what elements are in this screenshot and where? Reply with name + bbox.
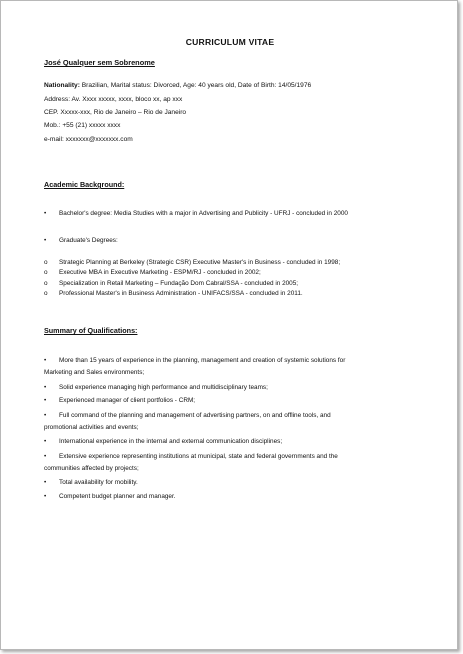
qualification-text-continued: promotional activities and events; (44, 424, 139, 431)
bullet-marker: • (44, 412, 47, 419)
candidate-name: José Qualquer sem Sobrenome (44, 58, 155, 67)
sub-bullet-marker: o (44, 259, 48, 266)
qualification-text: Total availability for mobility. (59, 479, 138, 486)
nationality-details: Brazilian, Marital status: Divorced, Age: 40 years old, Date of Birth: 14/05/1976 (79, 82, 312, 89)
academic-heading: Academic Background: (44, 180, 125, 189)
graduate-item-text: Specialization in Retail Marketing – Fundação Dom Cabral/SSA - concluded in 2005; (59, 280, 299, 287)
graduate-item-text: Strategic Planning at Berkeley (Strategic CSR) Executive Master's in Business - concluded in 1998; (59, 259, 341, 266)
qualification-text: Full command of the planning and management of advertising partners, on and offline tools, and (59, 412, 331, 419)
graduate-item-text: Professional Master's in Business Administration - UNIFACS/SSA - concluded in 2011. (59, 290, 303, 297)
bullet-marker: • (44, 384, 47, 391)
bullet-marker: • (44, 237, 47, 244)
graduate-item-text: Executive MBA in Executive Marketing - ESPM/RJ - concluded in 2002; (59, 269, 261, 276)
page-title: CURRICULUM VITAE (185, 37, 275, 47)
qualification-text: More than 15 years of experience in the planning, management and creation of systemic solutions for (59, 357, 346, 364)
qualification-text: Solid experience managing high performance and multidisciplinary teams; (59, 384, 268, 391)
personal-cep: CEP. Xxxxx-xxx, Rio de Janeiro – Rio de Janeiro (44, 109, 187, 116)
sub-bullet-marker: o (44, 280, 48, 287)
bullet-marker: • (44, 479, 47, 486)
bullet-marker: • (44, 493, 47, 500)
qualification-text: International experience in the internal and external communication disciplines; (59, 438, 283, 445)
personal-nationality (44, 82, 311, 89)
qualification-text-continued: Marketing and Sales environments; (44, 369, 145, 376)
bullet-marker: • (44, 453, 47, 460)
qualification-text: Competent budget planner and manager. (59, 493, 176, 500)
qualification-text: Experienced manager of client portfolios - CRM; (59, 397, 196, 404)
personal-email: e-mail: xxxxxxx@xxxxxxx.com (44, 136, 133, 143)
graduate-label: Graduate's Degrees: (59, 237, 118, 244)
sub-bullet-marker: o (44, 269, 48, 276)
personal-address: Address: Av. Xxxx xxxxx, xxxx, bloco xx, ap xxx (44, 96, 183, 103)
qualification-text: Extensive experience representing institutions at municipal, state and federal governments and the (59, 453, 338, 460)
bullet-marker: • (44, 210, 47, 217)
bullet-marker: • (44, 438, 47, 445)
bullet-marker: • (44, 397, 47, 404)
personal-mobile: Mob.: +55 (21) xxxxx xxxx (44, 122, 121, 129)
bachelor-text: Bachelor's degree: Media Studies with a major in Advertising and Publicity - UFRJ - concluded in 2000 (59, 210, 348, 217)
bullet-marker: • (44, 357, 47, 364)
qualification-text-continued: communities affected by projects; (44, 465, 139, 472)
nationality-label: Nationality: (44, 82, 80, 89)
qualifications-heading: Summary of Qualifications: (44, 326, 138, 335)
sub-bullet-marker: o (44, 290, 48, 297)
